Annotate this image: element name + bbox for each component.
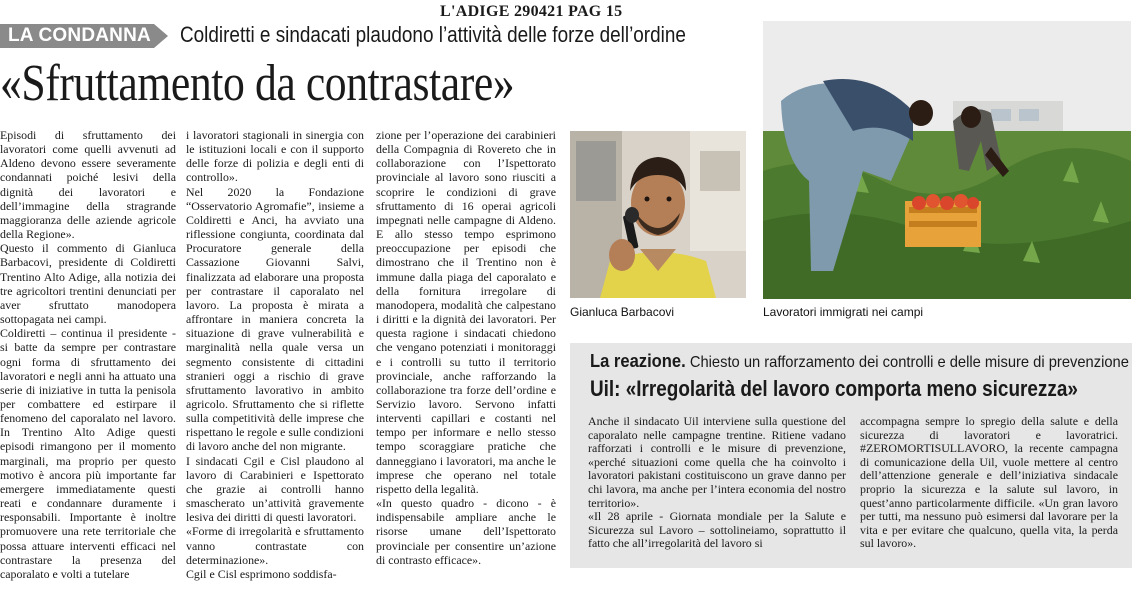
paragraph: Episodi di sfruttamento dei lavoratori come quelli avvenuti ad Aldeno devono essere severamente condannati poiché lesivi della dignità dei lavoratori e dell’immagine della stragrande maggioranza delle aziende agricole della Regione». xyxy=(0,128,176,242)
field-image xyxy=(763,21,1131,299)
section-tag-label: LA CONDANNA xyxy=(8,25,151,46)
article-column-1 xyxy=(0,128,176,583)
reaction-box xyxy=(570,343,1132,568)
paragraph: i lavoratori stagionali in sinergia con le istituzioni locali e con il supporto delle forze di polizia e degli enti di controllo». xyxy=(186,128,364,185)
paragraph: Questo il commento di Gianluca Barbacovi, presidente di Coldiretti Trentino Alto Adige, alla notizia dei tre agricoltori trentini denunciati per aver sfruttato manodopera sottopagata nei campi. xyxy=(0,241,176,327)
paragraph: zione per l’operazione dei carabinieri della Compagnia di Rovereto che in collaborazione con l’Ispettorato provinciale al lavoro sono riusciti a scoprire le condizioni di grave sfruttamento di 16 operai agricoli impegnati nelle campagne di Aldeno. E allo stesso tempo esprimono preoccupazione per episodi che dimostrano che il Trentino non è immune dalla piaga del caporalato e della fornitura irregolare di manodopera, modalità che calpestano i diritti e la dignità dei lavoratori. Per questa ragione i sindacati chiedono che vengano potenziati i monitoraggi e i controlli su tutto il territorio provinciale, anche rafforzando la collaborazione tra forze dell’ordine e Servizio lavoro. Servono infatti interventi capillari e costanti nel tempo per informare e nello stesso tempo scoraggiare pratiche che danneggiano i lavoratori, ma anche le imprese che operano nel totale rispetto della legalità. xyxy=(376,128,556,496)
reaction-column-1 xyxy=(588,415,846,565)
reaction-kicker-text: Chiesto un rafforzamento dei controlli e delle misure di prevenzione xyxy=(685,354,1129,371)
paragraph: I sindacati Cgil e Cisl plaudono al lavoro di Carabinieri e Ispettorato che grazie ai controlli hanno smascherato un’attività gravemente lesiva dei diritti di questi lavoratori. xyxy=(186,453,364,525)
section-tag xyxy=(0,24,168,48)
article-column-3 xyxy=(376,128,556,583)
reaction-column-2 xyxy=(860,415,1118,565)
article-headline: «Sfruttamento da contrastare» xyxy=(0,55,515,112)
reaction-kicker xyxy=(590,351,1129,372)
paragraph: «Il 28 aprile - Giornata mondiale per la Salute e Sicurezza sul Lavoro – sottolineiamo, soprattutto il fatto che all’irregolarità del lavoro si xyxy=(588,509,846,551)
reaction-kicker-bold: La reazione. xyxy=(590,351,686,371)
portrait-photo xyxy=(570,131,746,298)
masthead: L'ADIGE 290421 PAG 15 xyxy=(440,3,623,20)
field-workers-photo xyxy=(763,21,1131,299)
paragraph: Cgil e Cisl esprimono soddisfa- xyxy=(186,566,337,581)
field-photo-caption: Lavoratori immigrati nei campi xyxy=(763,305,924,319)
paragraph: «Forme di irregolarità e sfruttamento vanno contrastate con determinazione». xyxy=(186,524,364,567)
portrait-image xyxy=(570,131,746,298)
paragraph: Anche il sindacato Uil interviene sulla questione del caporalato nelle campagne trentine. Ritiene vadano rafforzati i controlli e le misure di prevenzione, «perché situazioni come quella che ha coinvolto i lavoratori pakistani costituiscono un grave danno per chi lavora, ma anche per l’intera economia del nostro territorio». xyxy=(588,415,846,510)
paragraph: Nel 2020 la Fondazione “Osservatorio Agromafie”, insieme a Coldiretti e Anci, ha avviato una riflessione congiunta, coordinata dal Procuratore generale della Cassazione Giovanni Salvi, finalizzata ad elaborare una proposta per contrastare il caporalato nel lavoro. La proposta è mirata a affrontare in maniera concreta la situazione di grave vulnerabilità e marginalità nella quale versa un segmento consistente di cittadini stranieri oggi a rischio di grave sfruttamento lavorativo in ambito agricolo. Sfruttamento che si riflette sulla competitività delle imprese che rispettano le regole e sulle condizioni di lavoro anche del non migrante. xyxy=(186,184,364,454)
paragraph: «In questo quadro - dicono - è indispensabile ampliare anche le risorse umane dell’Ispettorato provinciale per consentire un’azione di contrasto efficace». xyxy=(376,496,556,567)
portrait-caption: Gianluca Barbacovi xyxy=(570,305,675,319)
article-kicker: Coldiretti e sindacati plaudono l’attività delle forze dell’ordine xyxy=(180,22,686,47)
paragraph: accompagna sempre lo spregio della salute e della sicurezza di lavoratori e lavoratrici. #ZEROMORTISULLAVORO, la recente campagna di comunicazione della Uil, vuole mettere al centro dell’attenzione generale e dell’iniziativa sindacale proprio la sicurezza e la salute sul lavoro, in quest’anno particolarmente difficile. «Un gran lavoro per tutti, ma nessuno può esimersi dal lavorare per la vita e per evitare che qualcuno, quella vita, la perda sul lavoro». xyxy=(860,415,1118,551)
reaction-headline: Uil: «Irregolarità del lavoro comporta meno sicurezza» xyxy=(590,376,1078,401)
article-column-2 xyxy=(186,128,364,583)
paragraph: Coldiretti – continua il presidente - si batte da sempre per contrastare ogni forma di sfruttamento dei lavoratori e negli anni ha attuato una serie di iniziative in tutta la penisola per combattere ed estirpare il fenomeno del caporalato nel lavoro. In Trentino Alto Adige questi episodi rimangono per il momento marginali, ma proprio per questo motivo è ancora più importante far emergere immediatamente questi reati e condannare duramente i responsabili. Importante è inoltre promuovere una rete territoriale che possa attuare interventi efficaci nel contrastare la presenza del caporalato e volti a tutelare xyxy=(0,326,176,581)
